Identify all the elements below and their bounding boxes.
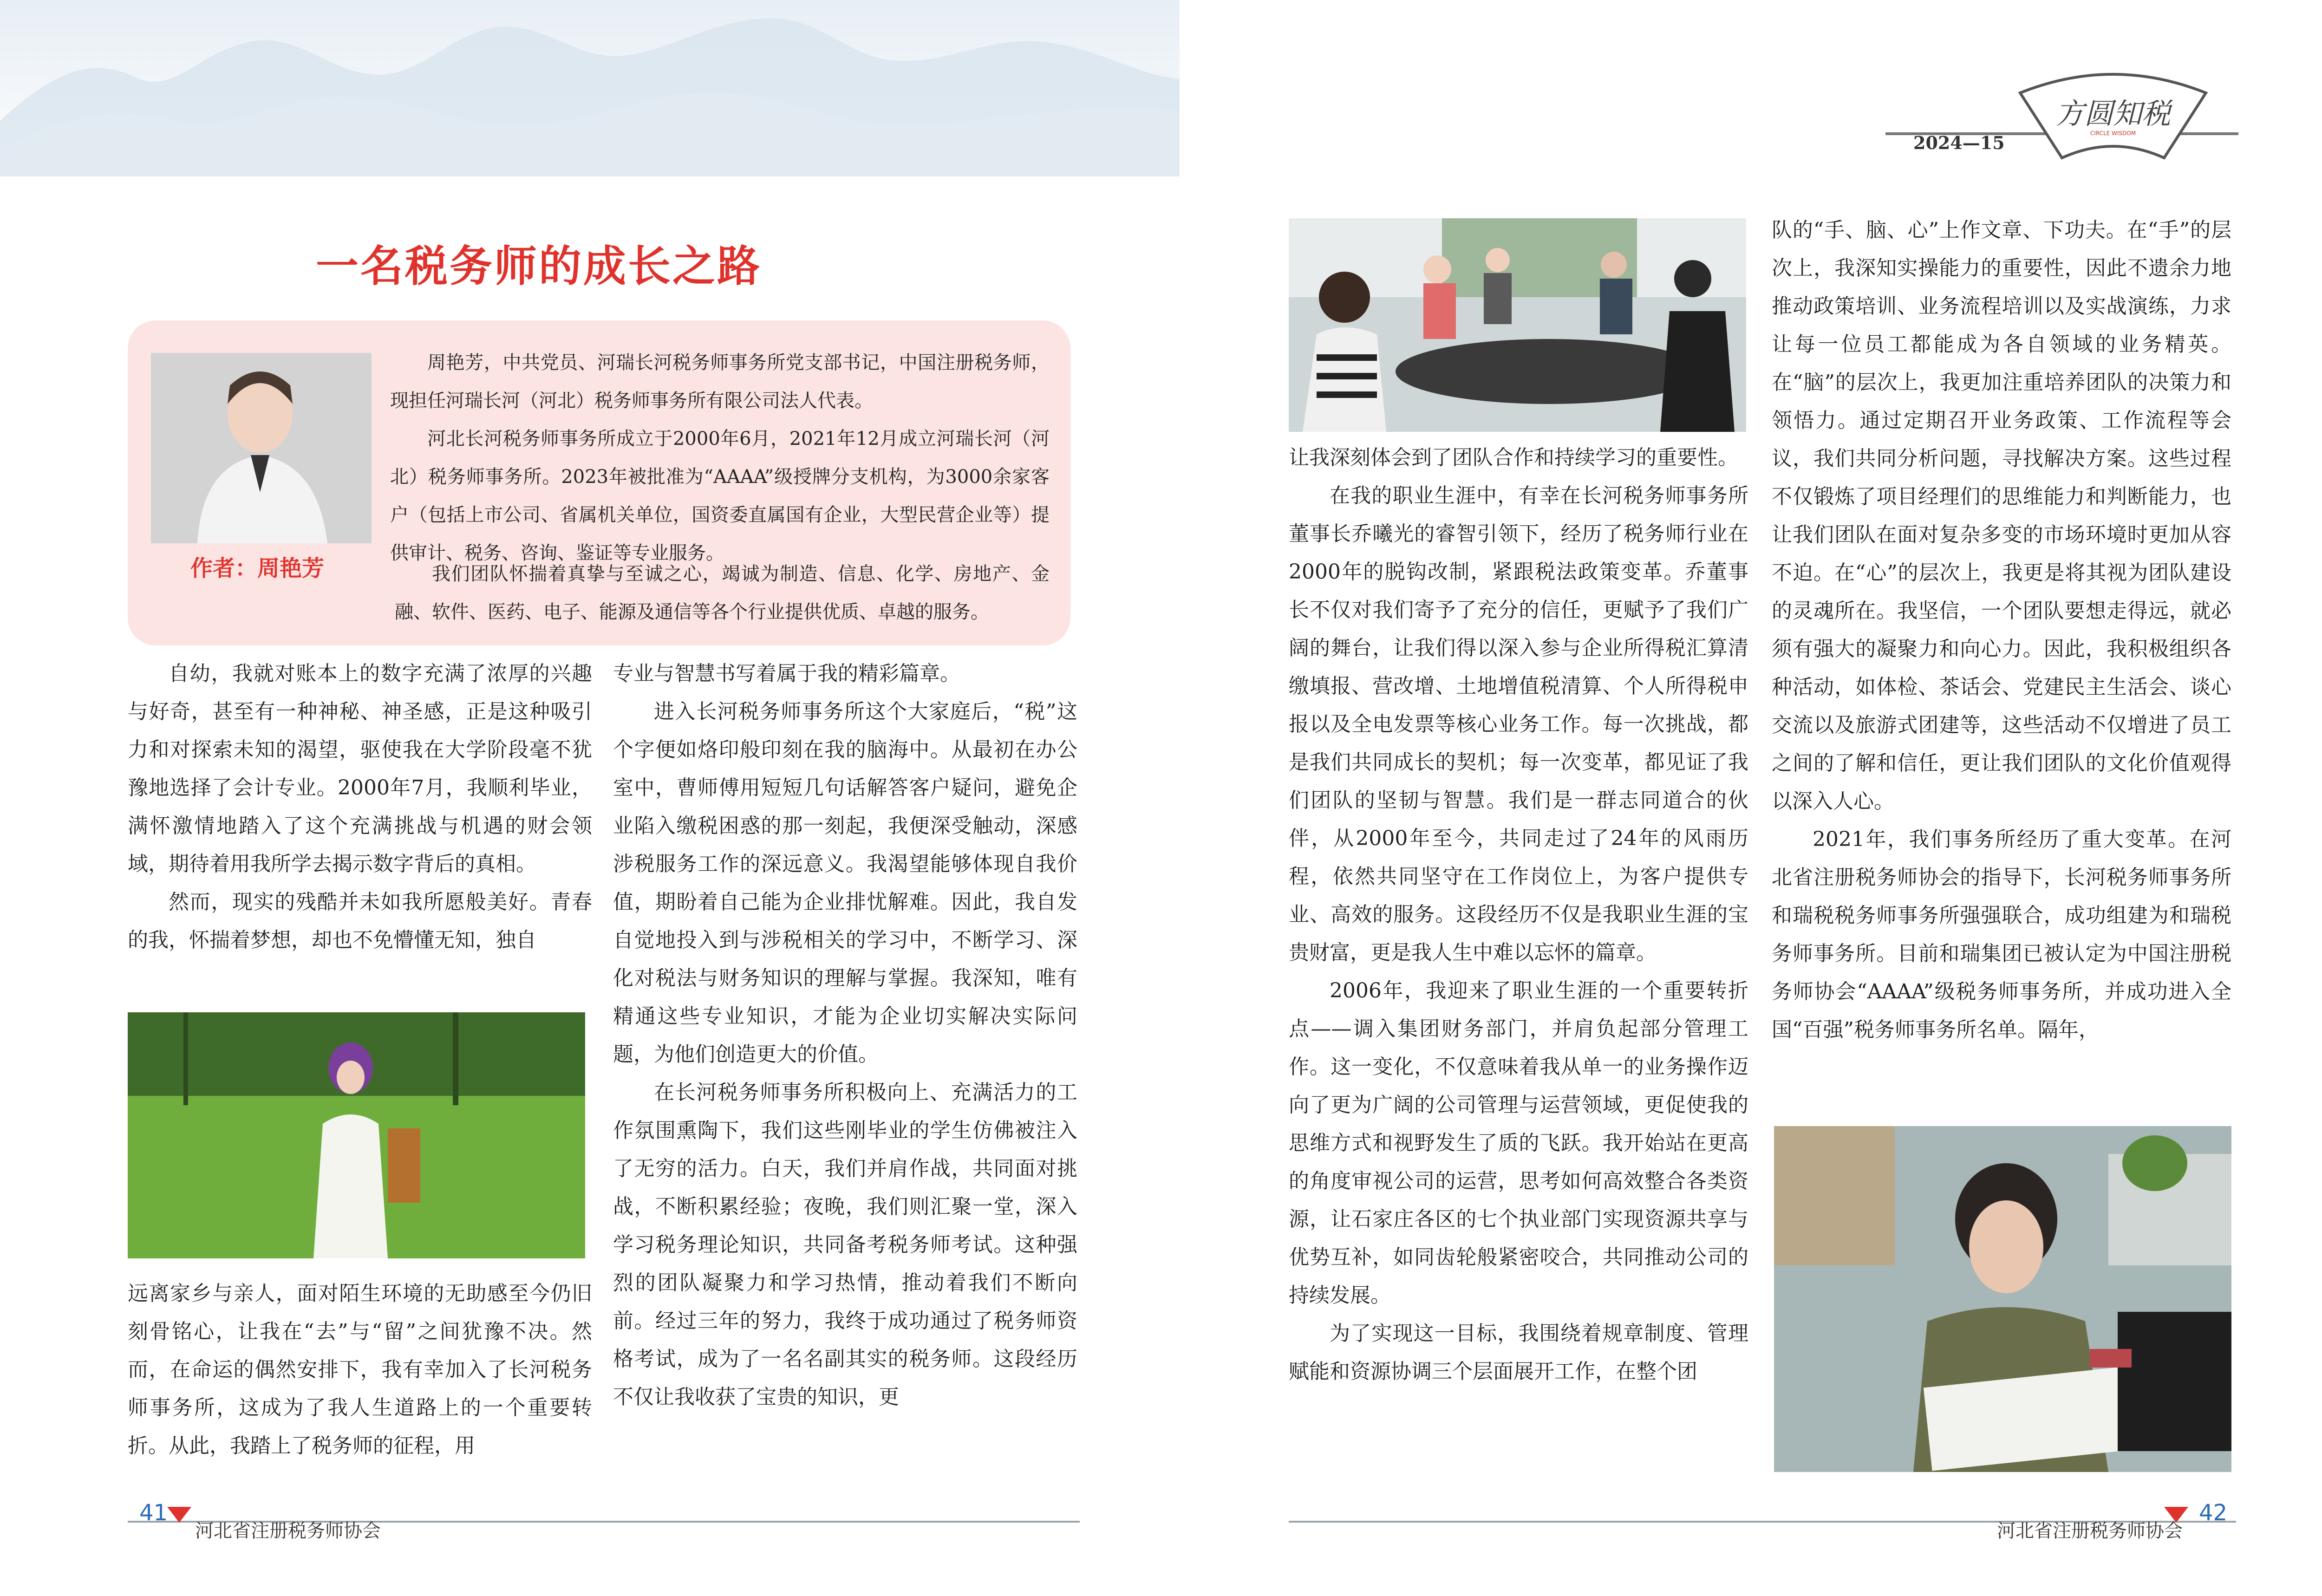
bio-paragraph: 周艳芳，中共党员、河瑞长河税务师事务所党支部书记，中国注册税务师，现担任河瑞长河（河北）税务师事务所有限公司法人代表。 <box>390 352 1050 411</box>
bio-paragraph: 我们团队怀揣着真挚与至诚之心，竭诚为制造、信息、化学、房地产、金融、软件、医药、电子、能源及通信等各个行业提供优质、卓越的服务。 <box>395 563 1050 623</box>
footer-red-marker-left <box>167 1507 191 1523</box>
portrait-figure <box>151 353 372 543</box>
bio-text-block <box>390 344 1050 572</box>
column-4 <box>1772 211 2231 1049</box>
body-paragraph: 2021年，我们事务所经历了重大变革。在河北省注册税务师协会的指导下，长河税务师事务所和瑞税税务师事务所强强联合，成功组建为和瑞税务师事务所。目前和瑞集团已被认定为中国注册税务师协会“AAAA”级税务师事务所，并成功进入全国“百强”税务师事务所名单。隔年， <box>1772 827 2231 1042</box>
tea-garden-scene <box>128 1012 585 1258</box>
column-2 <box>613 655 1077 1416</box>
body-paragraph: 专业与智慧书写着属于我的精彩篇章。 <box>613 662 960 685</box>
footer-org-right: 河北省注册税务师协会 <box>1997 1520 2183 1542</box>
office-scene <box>1774 1126 2231 1472</box>
magazine-logo-subtext: CIRCLE WISDOM <box>2090 130 2136 137</box>
column-1-continued <box>128 1275 592 1465</box>
mountain-mist-header <box>0 0 1180 176</box>
body-paragraph: 进入长河税务师事务所这个大家庭后，“税”这个字便如烙印般印刻在我的脑海中。从最初在办公室中，曹师傅用短短几句话解答客户疑问，避免企业陷入缴税困惑的那一刻起，我便深受触动，深感涉税服务工作的深远意义。我渴望能够体现自我价值，期盼着自己能为企业排忧解难。因此，我自发自觉地投入到与涉税相关的学习中，不断学习、深化对税法与财务知识的理解与掌握。我深知，唯有精通这些专业知识，才能为企业切实解决实际问题，为他们创造更大的价值。 <box>613 700 1077 1066</box>
bio-paragraph: 河北长河税务师事务所成立于2000年6月，2021年12月成立河瑞长河（河北）税务师事务所。2023年被批准为“AAAA”级授牌分支机构，为3000余家客户（包括上市公司、省属机关单位，国资委直属国有企业，大型民营企业等）提供审计、税务、咨询、鉴证等专业服务。 <box>390 428 1050 564</box>
author-portrait <box>151 353 372 543</box>
meeting-scene <box>1289 218 1746 432</box>
bio-text-block-2 <box>153 555 1050 631</box>
magazine-logo-text: 方圆知税 <box>2055 97 2171 130</box>
office-work-photo <box>1774 1126 2231 1472</box>
body-paragraph: 在长河税务师事务所积极向上、充满活力的工作氛围熏陶下，我们这些刚毕业的学生仿佛被注入了无穷的活力。白天，我们并肩作战，共同面对挑战，不断积累经验；夜晚，我们则汇聚一堂，深入学习税务理论知识，共同备考税务师考试。这种强烈的团队凝聚力和学习热情，推动着我们不断向前。经过三年的努力，我终于成功通过了税务师资格考试，成为了一名名副其实的税务师。这段经历不仅让我收获了宝贵的知识，更 <box>613 1081 1077 1409</box>
body-paragraph: 自幼，我就对账本上的数字充满了浓厚的兴趣与好奇，甚至有一种神秘、神圣感，正是这种吸引力和对探索未知的渴望，驱使我在大学阶段毫不犹豫地选择了会计专业。2000年7月，我顺利毕业，满怀激情地踏入了这个充满挑战与机遇的财会领域，期待着用我所学去揭示数字背后的真相。 <box>128 662 592 876</box>
body-paragraph: 在我的职业生涯中，有幸在长河税务师事务所董事长乔曦光的睿智引领下，经历了税务师行业在2000年的脱钩改制，紧跟税法政策变革。乔董事长不仅对我们寄予了充分的信任，更赋予了我们广阔的舞台，让我们得以深入参与企业所得税汇算清缴填报、营改增、土地增值税清算、个人所得税申报以及全电发票等核心业务工作。每一次挑战，都是我们共同成长的契机；每一次变革，都见证了我们团队的坚韧与智慧。我们是一群志同道合的伙伴，从2000年至今，共同走过了24年的风雨历程，依然共同坚守在工作岗位上，为客户提供专业、高效的服务。这段经历不仅是我职业生涯的宝贵财富，更是我人生中难以忘怀的篇章。 <box>1289 484 1748 964</box>
team-meeting-photo <box>1289 218 1746 432</box>
magazine-logo <box>2011 65 2215 167</box>
page-number-left: 41 <box>139 1500 168 1526</box>
mountain-illustration <box>0 0 1180 176</box>
body-paragraph: 然而，现实的残酷并未如我所愿般美好。青春的我，怀揣着梦想，却也不免懵懂无知，独自 <box>128 890 592 952</box>
issue-number: 2024—15 <box>1913 132 2005 153</box>
body-paragraph: 为了实现这一目标，我围绕着规章制度、管理赋能和资源协调三个层面展开工作，在整个团 <box>1289 1322 1748 1383</box>
footer-org-left: 河北省注册税务师协会 <box>195 1520 381 1542</box>
column-3 <box>1289 439 1748 1391</box>
body-paragraph: 远离家乡与亲人，面对陌生环境的无助感至今仍旧刻骨铭心，让我在“去”与“留”之间犹豫不决。然而，在命运的偶然安排下，我有幸加入了长河税务师事务所，这成为了我人生道路上的一个重要转折。从此，我踏上了税务师的征程，用 <box>128 1282 592 1458</box>
article-title: 一名税务师的成长之路 <box>315 241 762 291</box>
author-name: 作者：周艳芳 <box>190 555 325 581</box>
body-paragraph: 2006年，我迎来了职业生涯的一个重要转折点——调入集团财务部门，并肩负起部分管理工作。这一变化，不仅意味着我从单一的业务操作迈向了更为广阔的公司管理与运营领域，更促使我的思维方式和视野发生了质的飞跃。我开始站在更高的角度审视公司的运营，思考如何高效整合各类资源，让石家庄各区的七个执业部门实现资源共享与优势互补，如同齿轮般紧密咬合，共同推动公司的持续发展。 <box>1289 979 1748 1307</box>
body-paragraph: 让我深刻体会到了团队合作和持续学习的重要性。 <box>1289 446 1738 469</box>
tea-garden-photo <box>128 1012 585 1258</box>
column-1 <box>128 655 592 959</box>
page-number-right: 42 <box>2199 1500 2228 1526</box>
body-paragraph: 队的“手、脑、心”上作文章、下功夫。在“手”的层次上，我深知实操能力的重要性，因此不遗余力地推动政策培训、业务流程培训以及实战演练，力求让每一位员工都能成为各自领域的业务精英。在“脑”的层次上，我更加注重培养团队的决策力和领悟力。通过定期召开业务政策、工作流程等会议，我们共同分析问题，寻找解决方案。这些过程不仅锻炼了项目经理们的思维能力和判断能力，也让我们团队在面对复杂多变的市场环境时更加从容不迫。在“心”的层次上，我更是将其视为团队建设的灵魂所在。我坚信，一个团队要想走得远，就必须有强大的凝聚力和向心力。因此，我积极组织各种活动，如体检、茶话会、党建民主生活会、谈心交流以及旅游式团建等，这些活动不仅增进了员工之间的了解和信任，更让我们团队的文化价值观得以深入人心。 <box>1772 218 2231 813</box>
